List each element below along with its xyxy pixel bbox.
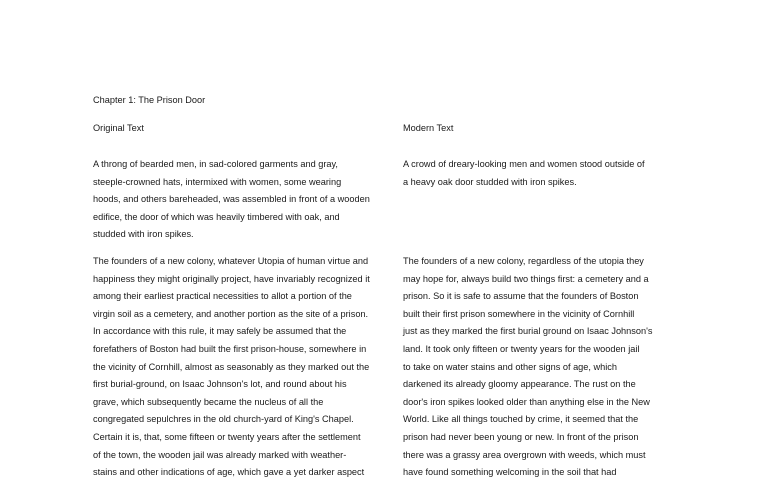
text-line: World. Like all things touched by crime, it seemed that the [403, 414, 639, 425]
text-line: among their earliest practical necessities to allot a portion of the [93, 291, 352, 302]
text-line: the vicinity of Cornhill, almost as seasonably as they marked out the [93, 361, 370, 372]
modern-text-heading: Modern Text [403, 123, 454, 133]
text-line: happiness they might originally project, have invariably recognized it [93, 273, 370, 284]
text-line: may hope for, always build two things first: a cemetery and a [403, 273, 649, 284]
text-line: stains and other indications of age, which gave a yet darker aspect [93, 467, 365, 478]
text-line: edifice, the door of which was heavily timbered with oak, and [93, 211, 340, 222]
text-line: to take on water stains and other signs of age, which [403, 361, 617, 372]
text-line: built their first prison somewhere in the vicinity of Cornhill [403, 308, 635, 319]
text-line: darkened its already gloomy appearance. The rust on the [403, 379, 636, 390]
text-line: land. It took only fifteen or twenty years for the wooden jail [403, 343, 640, 354]
text-line: steeple-crowned hats, intermixed with women, some wearing [93, 176, 342, 187]
text-line: just as they marked the first burial ground on Isaac Johnson's [403, 326, 653, 337]
text-line: prison. So it is safe to assume that the founders of Boston [403, 291, 639, 302]
text-line: first burial-ground, on Isaac Johnson's lot, and round about his [93, 379, 347, 390]
text-line: A crowd of dreary-looking men and women stood outside of [403, 159, 645, 169]
original-paragraph-1 [93, 156, 370, 244]
text-line: In accordance with this rule, it may safely be assumed that the [93, 326, 347, 337]
text-line: a heavy oak door studded with iron spikes. [403, 176, 577, 187]
chapter-title: Chapter 1: The Prison Door [93, 95, 206, 105]
text-line: prison had never been young or new. In front of the prison [403, 431, 639, 442]
text-line: there was a grassy area overgrown with weeds, which must [403, 449, 646, 460]
original-paragraph-2 [93, 253, 370, 482]
text-line: door's iron spikes looked older than anything else in the New [403, 396, 650, 407]
text-line: grave, which subsequently became the nucleus of all the [93, 396, 324, 407]
text-line: virgin soil as a cemetery, and another portion as the site of a prison. [93, 308, 369, 319]
modern-paragraph-2 [403, 253, 652, 482]
text-line: forefathers of Boston had built the first prison-house, somewhere in [93, 343, 367, 354]
text-line: studded with iron spikes. [93, 229, 194, 240]
text-line: of the town, the wooden jail was already marked with weather- [93, 449, 347, 460]
modern-paragraph-1 [403, 156, 645, 191]
text-line: hoods, and others bareheaded, was assembled in front of a wooden [93, 194, 370, 205]
original-text-heading: Original Text [93, 123, 144, 133]
text-line: have found something welcoming in the soil that had [403, 467, 617, 478]
text-line: The founders of a new colony, regardless of the utopia they [403, 256, 644, 266]
text-line: Certain it is, that, some fifteen or twenty years after the settlement [93, 431, 361, 442]
text-line: The founders of a new colony, whatever Utopia of human virtue and [93, 256, 369, 266]
text-line: congregated sepulchres in the old church-yard of King's Chapel. [93, 414, 354, 425]
text-line: A throng of bearded men, in sad-colored garments and gray, [93, 159, 338, 169]
